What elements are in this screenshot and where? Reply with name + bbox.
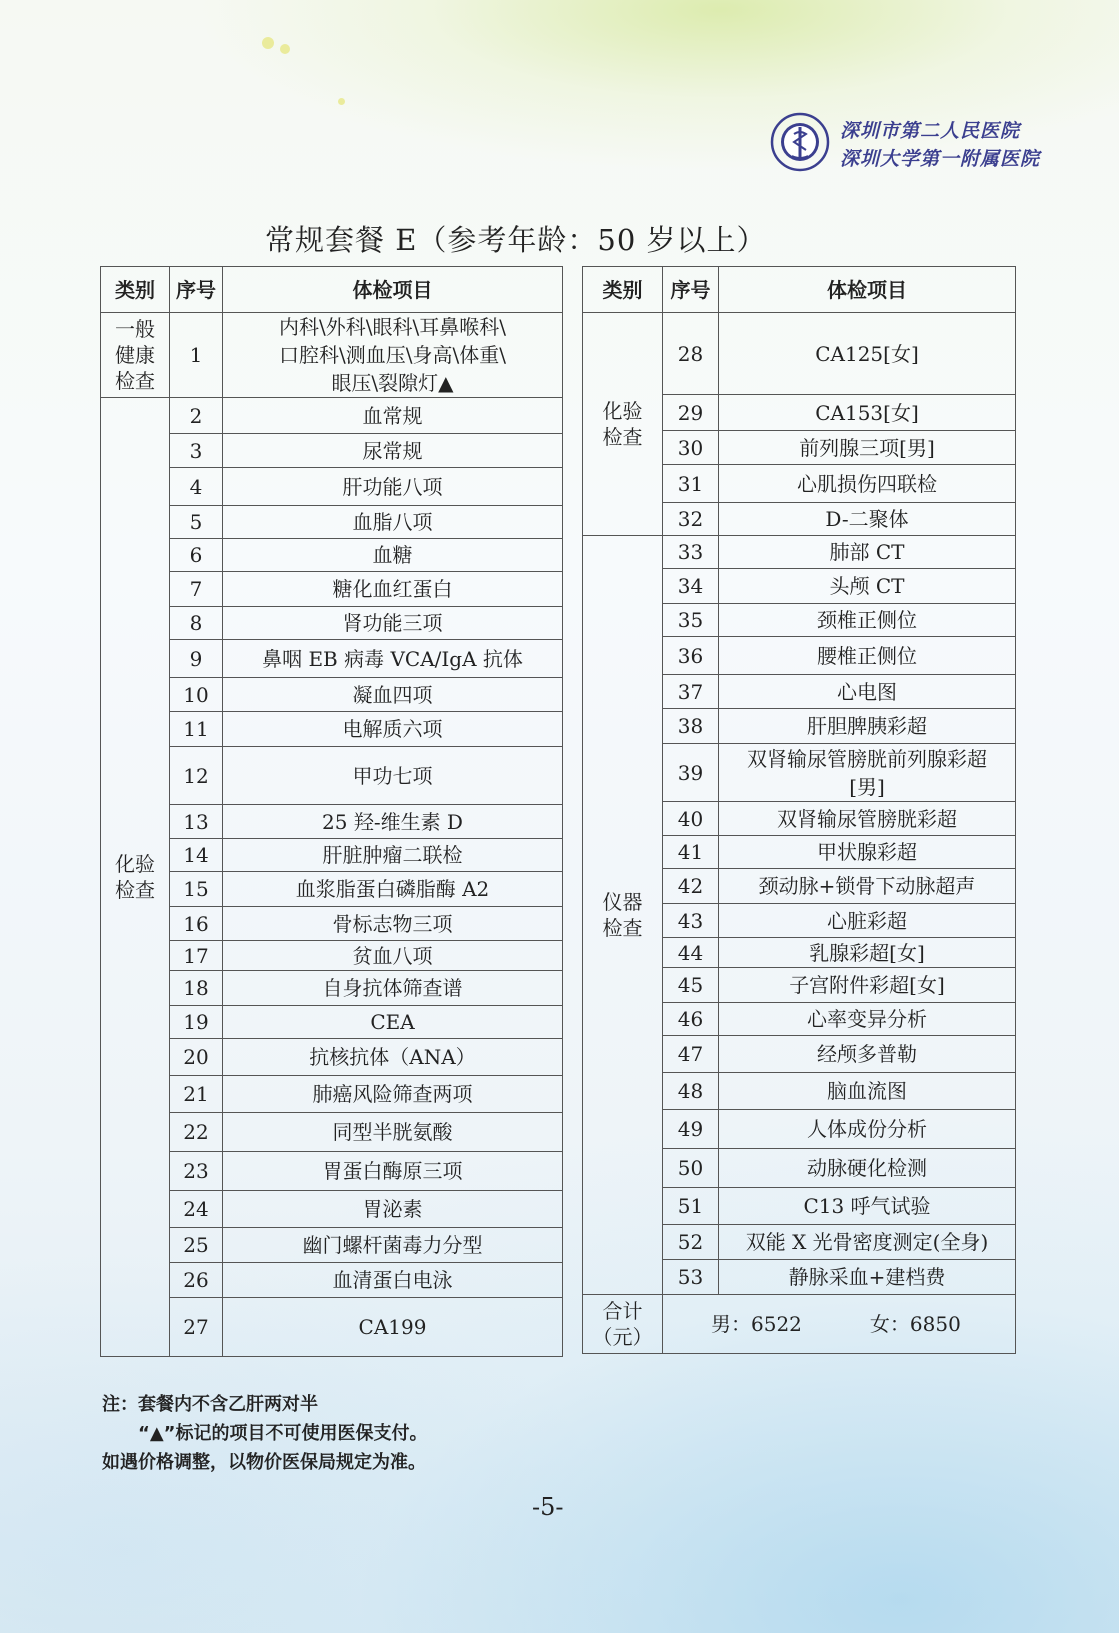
item-number: 48	[663, 1073, 719, 1110]
table-row	[101, 640, 563, 678]
item-name: 脑血流图	[719, 1073, 1016, 1110]
item-name: 糖化血红蛋白	[223, 572, 563, 607]
header-number: 序号	[663, 267, 719, 313]
item-name: 人体成份分析	[719, 1110, 1016, 1149]
header-number: 序号	[170, 267, 223, 313]
category-cell: 仪器 检查	[583, 536, 663, 1295]
item-name: 静脉采血+建档费	[719, 1260, 1016, 1295]
total-prices	[663, 1295, 1016, 1354]
item-name: 心电图	[719, 675, 1016, 709]
item-number: 16	[170, 907, 223, 941]
item-number: 22	[170, 1113, 223, 1152]
item-number: 1	[170, 313, 223, 398]
table-row	[101, 1006, 563, 1039]
item-number: 13	[170, 805, 223, 839]
notes	[102, 1390, 428, 1477]
table-row	[583, 313, 1016, 395]
item-number: 46	[663, 1003, 719, 1036]
item-number: 32	[663, 503, 719, 536]
item-number: 42	[663, 869, 719, 904]
item-number: 35	[663, 604, 719, 637]
item-number: 34	[663, 569, 719, 604]
item-name: CEA	[223, 1006, 563, 1039]
item-name: 肝脏肿瘤二联检	[223, 839, 563, 872]
item-number: 53	[663, 1260, 719, 1295]
table-row	[101, 1076, 563, 1113]
hospital-name-line2: 深圳大学第一附属医院	[840, 148, 1041, 170]
item-number: 43	[663, 904, 719, 938]
item-name: 前列腺三项[男]	[719, 431, 1016, 465]
table-header-row	[583, 267, 1016, 313]
item-number: 19	[170, 1006, 223, 1039]
table-row	[101, 434, 563, 468]
item-name: 腰椎正侧位	[719, 637, 1016, 675]
item-number: 26	[170, 1263, 223, 1298]
table-row	[101, 313, 563, 398]
category-cell: 化验 检查	[101, 398, 170, 1357]
item-name: 颈动脉+锁骨下动脉超声	[719, 869, 1016, 904]
category-cell: 化验 检查	[583, 313, 663, 536]
item-number: 23	[170, 1152, 223, 1191]
header-category: 类别	[101, 267, 170, 313]
item-name: 血糖	[223, 539, 563, 572]
table-row	[101, 907, 563, 941]
item-number: 27	[170, 1298, 223, 1357]
category-cell: 一般 健康 检查	[101, 313, 170, 398]
item-name: 心率变异分析	[719, 1003, 1016, 1036]
table-row	[101, 539, 563, 572]
item-name: D-二聚体	[719, 503, 1016, 536]
item-name: 贫血八项	[223, 941, 563, 971]
item-number: 44	[663, 938, 719, 968]
item-name: 抗核抗体（ANA）	[223, 1039, 563, 1076]
item-name: CA153[女]	[719, 395, 1016, 431]
table-row	[101, 506, 563, 539]
item-name: 幽门螺杆菌毒力分型	[223, 1228, 563, 1263]
header-item: 体检项目	[719, 267, 1016, 313]
item-name: CA199	[223, 1298, 563, 1357]
item-name: 肺部 CT	[719, 536, 1016, 569]
item-name: 胃蛋白酶原三项	[223, 1152, 563, 1191]
item-name: 骨标志物三项	[223, 907, 563, 941]
item-number: 6	[170, 539, 223, 572]
hospital-emblem-icon	[770, 112, 830, 172]
table-row	[101, 572, 563, 607]
item-name: 内科\外科\眼科\耳鼻喉科\ 口腔科\测血压\身高\体重\ 眼压\裂隙灯▲	[223, 313, 563, 398]
item-number: 5	[170, 506, 223, 539]
item-name: 血常规	[223, 398, 563, 434]
table-row	[101, 747, 563, 805]
item-number: 25	[170, 1228, 223, 1263]
table-row	[101, 872, 563, 907]
table-row	[101, 1113, 563, 1152]
item-number: 18	[170, 971, 223, 1006]
item-number: 15	[170, 872, 223, 907]
table-row	[101, 1152, 563, 1191]
item-name: 胃泌素	[223, 1191, 563, 1228]
item-name: 甲功七项	[223, 747, 563, 805]
item-number: 52	[663, 1225, 719, 1260]
table-row	[583, 536, 1016, 569]
item-number: 36	[663, 637, 719, 675]
table-row	[101, 468, 563, 506]
item-name: 甲状腺彩超	[719, 836, 1016, 869]
item-number: 2	[170, 398, 223, 434]
item-name: 心脏彩超	[719, 904, 1016, 938]
item-name: 鼻咽 EB 病毒 VCA/IgA 抗体	[223, 640, 563, 678]
item-number: 51	[663, 1188, 719, 1225]
page-title: 常规套餐 E（参考年龄：50 岁以上）	[265, 223, 767, 257]
item-name: 血清蛋白电泳	[223, 1263, 563, 1298]
item-number: 29	[663, 395, 719, 431]
table-row	[101, 678, 563, 712]
table-row	[101, 971, 563, 1006]
item-name: 25 羟-维生素 D	[223, 805, 563, 839]
decor-dot	[262, 37, 274, 49]
left-package-table	[100, 266, 563, 1357]
male-price: 男：6522	[711, 1312, 802, 1336]
table-row	[101, 1228, 563, 1263]
item-number: 37	[663, 675, 719, 709]
item-number: 24	[170, 1191, 223, 1228]
item-number: 10	[170, 678, 223, 712]
item-number: 17	[170, 941, 223, 971]
item-number: 40	[663, 802, 719, 836]
item-name: 子宫附件彩超[女]	[719, 968, 1016, 1003]
right-package-table	[582, 266, 1016, 1354]
item-name: 肝胆脾胰彩超	[719, 709, 1016, 744]
table-row	[101, 1039, 563, 1076]
item-number: 20	[170, 1039, 223, 1076]
item-number: 9	[170, 640, 223, 678]
item-number: 4	[170, 468, 223, 506]
item-number: 12	[170, 747, 223, 805]
table-row	[101, 1263, 563, 1298]
table-row	[101, 805, 563, 839]
table-header-row	[101, 267, 563, 313]
page-number: -5-	[532, 1493, 564, 1521]
table-row	[101, 839, 563, 872]
header-category: 类别	[583, 267, 663, 313]
item-name: 尿常规	[223, 434, 563, 468]
table-row	[101, 1191, 563, 1228]
item-number: 11	[170, 712, 223, 747]
table-row	[101, 607, 563, 640]
item-name: 乳腺彩超[女]	[719, 938, 1016, 968]
item-name: 同型半胱氨酸	[223, 1113, 563, 1152]
item-number: 45	[663, 968, 719, 1003]
decor-dot	[280, 44, 290, 54]
note-line: 如遇价格调整，以物价医保局规定为准。	[102, 1452, 426, 1473]
total-row	[583, 1295, 1016, 1354]
total-label: 合计 （元）	[583, 1295, 663, 1354]
note-line: 注：套餐内不含乙肝两对半	[102, 1394, 318, 1415]
item-number: 33	[663, 536, 719, 569]
item-number: 41	[663, 836, 719, 869]
item-name: 凝血四项	[223, 678, 563, 712]
hospital-name-line1: 深圳市第二人民医院	[840, 120, 1021, 142]
item-name: 电解质六项	[223, 712, 563, 747]
item-name: 双肾输尿管膀胱前列腺彩超 [男]	[719, 744, 1016, 802]
item-name: C13 呼气试验	[719, 1188, 1016, 1225]
item-name: 双能 X 光骨密度测定(全身)	[719, 1225, 1016, 1260]
item-number: 7	[170, 572, 223, 607]
female-price: 女：6850	[869, 1312, 961, 1336]
note-line: “▲”标记的项目不可使用医保支付。	[138, 1423, 428, 1444]
item-name: 颈椎正侧位	[719, 604, 1016, 637]
item-name: 动脉硬化检测	[719, 1149, 1016, 1188]
table-row	[101, 941, 563, 971]
item-number: 50	[663, 1149, 719, 1188]
item-name: CA125[女]	[719, 313, 1016, 395]
item-name: 自身抗体筛查谱	[223, 971, 563, 1006]
hospital-logo	[770, 112, 1041, 174]
item-name: 肾功能三项	[223, 607, 563, 640]
table-row	[101, 712, 563, 747]
item-name: 肝功能八项	[223, 468, 563, 506]
header-item: 体检项目	[223, 267, 563, 313]
item-number: 21	[170, 1076, 223, 1113]
item-name: 血浆脂蛋白磷脂酶 A2	[223, 872, 563, 907]
item-number: 31	[663, 465, 719, 503]
table-row	[101, 398, 563, 434]
item-number: 3	[170, 434, 223, 468]
item-number: 49	[663, 1110, 719, 1149]
item-number: 28	[663, 313, 719, 395]
table-row	[101, 1298, 563, 1357]
item-name: 肺癌风险筛查两项	[223, 1076, 563, 1113]
item-name: 双肾输尿管膀胱彩超	[719, 802, 1016, 836]
item-number: 30	[663, 431, 719, 465]
item-name: 心肌损伤四联检	[719, 465, 1016, 503]
item-number: 14	[170, 839, 223, 872]
item-number: 38	[663, 709, 719, 744]
item-name: 头颅 CT	[719, 569, 1016, 604]
decor-dot	[338, 98, 345, 105]
item-name: 经颅多普勒	[719, 1036, 1016, 1073]
item-number: 39	[663, 744, 719, 802]
item-number: 8	[170, 607, 223, 640]
item-name: 血脂八项	[223, 506, 563, 539]
item-number: 47	[663, 1036, 719, 1073]
